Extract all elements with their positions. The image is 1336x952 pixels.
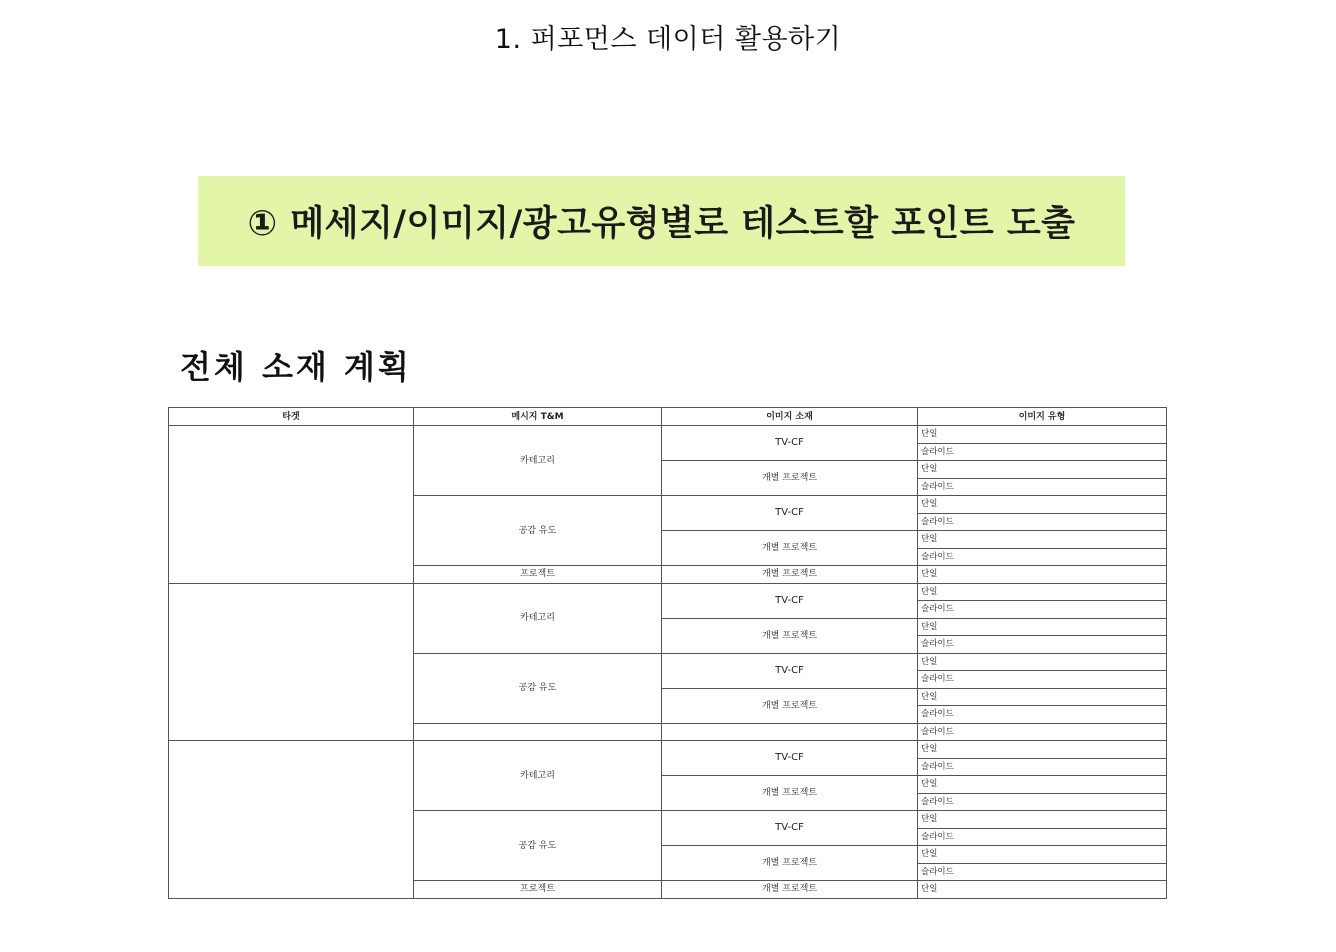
target-cell bbox=[169, 426, 414, 584]
message-cell: 카테고리 bbox=[414, 583, 662, 653]
image-type-cell: 슬라이드 bbox=[918, 793, 1167, 811]
message-cell: 프로젝트 bbox=[414, 881, 662, 899]
table-row bbox=[169, 583, 1167, 601]
target-cell bbox=[169, 583, 414, 741]
header-target: 타겟 bbox=[169, 408, 414, 426]
image-type-cell: 슬라이드 bbox=[918, 636, 1167, 654]
image-type-cell: 단일 bbox=[918, 881, 1167, 899]
image-cell: 개별 프로젝트 bbox=[662, 688, 918, 723]
image-cell: 개별 프로젝트 bbox=[662, 846, 918, 881]
image-type-cell: 단일 bbox=[918, 461, 1167, 479]
image-type-cell: 슬라이드 bbox=[918, 723, 1167, 741]
image-type-cell: 단일 bbox=[918, 583, 1167, 601]
image-type-cell: 단일 bbox=[918, 776, 1167, 794]
message-cell: 공감 유도 bbox=[414, 653, 662, 723]
message-cell bbox=[414, 723, 662, 741]
image-cell: TV-CF bbox=[662, 653, 918, 688]
header-message: 메시지 T&M bbox=[414, 408, 662, 426]
image-type-cell: 슬라이드 bbox=[918, 671, 1167, 689]
creative-plan-table bbox=[168, 407, 1167, 899]
image-type-cell: 슬라이드 bbox=[918, 601, 1167, 619]
header-image-type: 이미지 유형 bbox=[918, 408, 1167, 426]
table-row bbox=[169, 741, 1167, 759]
image-type-cell: 단일 bbox=[918, 566, 1167, 584]
image-cell: TV-CF bbox=[662, 741, 918, 776]
image-cell: TV-CF bbox=[662, 496, 918, 531]
image-type-cell: 단일 bbox=[918, 688, 1167, 706]
target-cell bbox=[169, 741, 414, 899]
image-type-cell: 단일 bbox=[918, 653, 1167, 671]
header-image: 이미지 소재 bbox=[662, 408, 918, 426]
image-type-cell: 단일 bbox=[918, 741, 1167, 759]
image-type-cell: 단일 bbox=[918, 496, 1167, 514]
image-cell: 개별 프로젝트 bbox=[662, 566, 918, 584]
table-row bbox=[169, 426, 1167, 444]
message-cell: 공감 유도 bbox=[414, 811, 662, 881]
image-type-cell: 슬라이드 bbox=[918, 443, 1167, 461]
image-type-cell: 단일 bbox=[918, 531, 1167, 549]
section-title: 전체 소재 계획 bbox=[180, 348, 412, 386]
image-cell: TV-CF bbox=[662, 811, 918, 846]
page-title: 1. 퍼포먼스 데이터 활용하기 bbox=[494, 24, 842, 55]
image-type-cell: 슬라이드 bbox=[918, 513, 1167, 531]
image-cell: 개별 프로젝트 bbox=[662, 461, 918, 496]
step-banner-text: ① 메세지/이미지/광고유형별로 테스트할 포인트 도출 bbox=[247, 204, 1076, 244]
image-cell: 개별 프로젝트 bbox=[662, 618, 918, 653]
message-cell: 프로젝트 bbox=[414, 566, 662, 584]
image-type-cell: 슬라이드 bbox=[918, 478, 1167, 496]
image-type-cell: 단일 bbox=[918, 618, 1167, 636]
image-type-cell: 단일 bbox=[918, 426, 1167, 444]
image-type-cell: 슬라이드 bbox=[918, 863, 1167, 881]
image-type-cell: 슬라이드 bbox=[918, 828, 1167, 846]
table-body bbox=[169, 426, 1167, 899]
image-type-cell: 단일 bbox=[918, 846, 1167, 864]
image-cell: TV-CF bbox=[662, 426, 918, 461]
image-cell: 개별 프로젝트 bbox=[662, 531, 918, 566]
image-cell bbox=[662, 723, 918, 741]
message-cell: 카테고리 bbox=[414, 741, 662, 811]
image-cell: 개별 프로젝트 bbox=[662, 881, 918, 899]
image-type-cell: 단일 bbox=[918, 811, 1167, 829]
image-type-cell: 슬라이드 bbox=[918, 758, 1167, 776]
image-type-cell: 슬라이드 bbox=[918, 706, 1167, 724]
image-type-cell: 슬라이드 bbox=[918, 548, 1167, 566]
image-cell: 개별 프로젝트 bbox=[662, 776, 918, 811]
message-cell: 공감 유도 bbox=[414, 496, 662, 566]
message-cell: 카테고리 bbox=[414, 426, 662, 496]
step-banner bbox=[198, 176, 1125, 266]
image-cell: TV-CF bbox=[662, 583, 918, 618]
table-header-row bbox=[169, 408, 1167, 426]
